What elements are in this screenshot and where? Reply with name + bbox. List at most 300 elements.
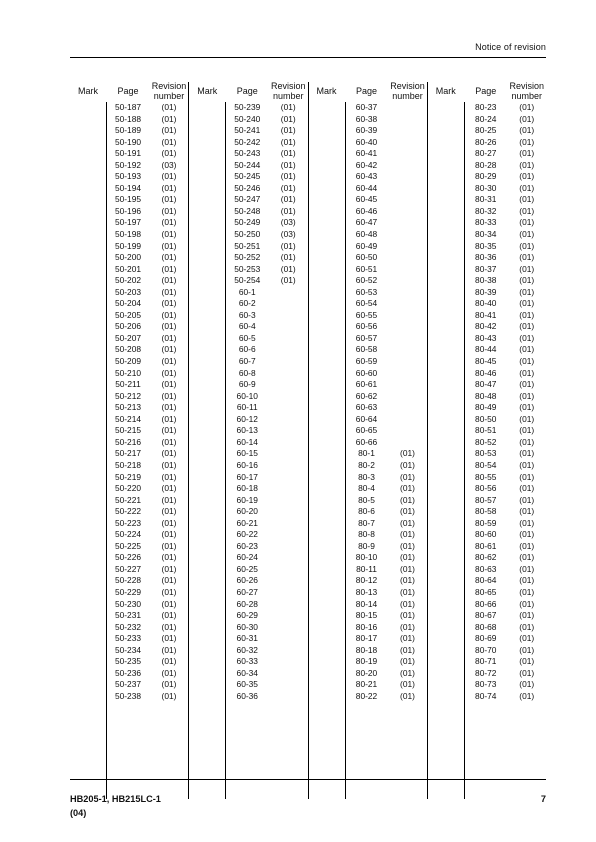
- table-row: [428, 668, 546, 680]
- table-row: [189, 529, 307, 541]
- page-cell: 60-41: [355, 148, 378, 159]
- revision-cell: (01): [161, 471, 177, 482]
- page-cell: 60-7: [238, 356, 256, 367]
- page-cell: 50-247: [234, 194, 261, 205]
- revision-cell: (01): [161, 344, 177, 355]
- table-row: [309, 506, 427, 518]
- revision-cell: (01): [400, 471, 415, 482]
- page-cell: 50-194: [114, 182, 142, 193]
- page-cell: 80-57: [475, 494, 497, 505]
- revision-cell: (01): [400, 517, 415, 528]
- table-row: [428, 529, 546, 541]
- table-row: [309, 194, 427, 206]
- revision-cell: (01): [161, 240, 177, 251]
- revision-cell: (01): [519, 529, 535, 540]
- table-row: [189, 656, 307, 668]
- page-cell: 60-65: [355, 425, 378, 436]
- table-row: [189, 310, 307, 322]
- table-row: [309, 344, 427, 356]
- table-row: [70, 264, 188, 276]
- table-row: [309, 298, 427, 310]
- table-row: [70, 102, 188, 114]
- page-cell: 50-230: [114, 598, 142, 609]
- revision-cell: (01): [519, 575, 535, 586]
- column-header-mark: Mark: [316, 86, 337, 96]
- revision-cell: (01): [519, 148, 535, 159]
- table-row: [70, 114, 188, 126]
- table-row: [309, 610, 427, 622]
- page-cell: 50-220: [114, 483, 142, 494]
- table-row: [70, 529, 188, 541]
- page-cell: 50-254: [234, 275, 261, 286]
- page-cell: 60-13: [236, 425, 258, 436]
- column-header-page: Page: [475, 86, 497, 96]
- page-cell: 50-214: [114, 413, 142, 424]
- revision-cell: (01): [519, 298, 535, 309]
- table-row: [309, 656, 427, 668]
- page-cell: 60-18: [236, 483, 258, 494]
- page-cell: 50-205: [114, 309, 142, 320]
- table-row: [428, 610, 546, 622]
- table-row: [189, 552, 307, 564]
- page-cell: 50-201: [114, 263, 142, 274]
- page-cell: 50-189: [114, 125, 142, 136]
- table-row: [70, 148, 188, 160]
- revision-cell: (01): [161, 113, 177, 124]
- page-cell: 60-26: [236, 575, 258, 586]
- page-cell: 50-210: [114, 367, 142, 378]
- table-row: [309, 321, 427, 333]
- page-cell: 80-22: [355, 690, 378, 701]
- table-row: [70, 679, 188, 691]
- table-row: [428, 691, 546, 703]
- revision-cell: (01): [280, 194, 296, 205]
- table-row: [70, 437, 188, 449]
- table-row: [428, 425, 546, 437]
- page-cell: 50-235: [114, 656, 142, 667]
- revision-cell: (01): [519, 459, 535, 470]
- table-row: [309, 645, 427, 657]
- revision-cell: (01): [161, 436, 177, 447]
- page-cell: 60-30: [236, 621, 258, 632]
- page-cell: 60-61: [355, 379, 378, 390]
- page-cell: 80-10: [355, 552, 378, 563]
- table-row: [428, 587, 546, 599]
- page-cell: 50-207: [114, 332, 142, 343]
- page-cell: 60-36: [236, 690, 258, 701]
- table-row: [189, 633, 307, 645]
- table-row: [309, 333, 427, 345]
- revision-cell: (01): [161, 263, 177, 274]
- page-cell: 60-55: [355, 309, 378, 320]
- table-row: [428, 391, 546, 403]
- revision-cell: (01): [519, 263, 535, 274]
- page-cell: 60-29: [236, 610, 258, 621]
- page-cell: 60-28: [236, 598, 258, 609]
- table-row: [428, 645, 546, 657]
- revision-cell: (01): [519, 690, 535, 701]
- page-cell: 60-52: [355, 275, 378, 286]
- page-cell: 80-66: [475, 598, 497, 609]
- page-cell: 60-33: [236, 656, 258, 667]
- page-cell: 50-241: [234, 125, 261, 136]
- revision-cell: (01): [280, 148, 296, 159]
- table-row: [70, 368, 188, 380]
- table-row: [189, 391, 307, 403]
- revision-cell: (01): [161, 125, 177, 136]
- table-row: [189, 414, 307, 426]
- revision-cell: (01): [280, 159, 296, 170]
- page-cell: 50-227: [114, 563, 142, 574]
- revision-cell: (01): [519, 483, 535, 494]
- revision-cell: (01): [519, 367, 535, 378]
- table-row: [309, 541, 427, 553]
- page-cell: 80-56: [475, 483, 497, 494]
- page-cell: 80-32: [475, 205, 497, 216]
- table-row: [189, 287, 307, 299]
- revision-cell: (01): [400, 552, 415, 563]
- page-cell: 60-21: [236, 517, 258, 528]
- revision-cell: (01): [519, 506, 535, 517]
- table-row: [309, 691, 427, 703]
- table-row: [309, 310, 427, 322]
- table-row: [309, 125, 427, 137]
- page-cell: 60-38: [355, 113, 378, 124]
- page-cell: 80-45: [475, 356, 497, 367]
- table-row: [428, 506, 546, 518]
- page-cell: 80-72: [475, 667, 497, 678]
- table-row: [428, 402, 546, 414]
- revision-cell: (01): [161, 552, 177, 563]
- revision-cell: (01): [161, 217, 177, 228]
- table-row: [189, 402, 307, 414]
- revision-cell: (03): [161, 159, 177, 170]
- table-row: [309, 356, 427, 368]
- table-row: [70, 333, 188, 345]
- page-cell: 80-60: [475, 529, 497, 540]
- revision-cell: (01): [161, 690, 177, 701]
- page-cell: 50-253: [234, 263, 261, 274]
- table-row: [70, 206, 188, 218]
- table-row: [428, 518, 546, 530]
- page-cell: 80-71: [475, 656, 497, 667]
- revision-cell: (01): [519, 425, 535, 436]
- page-cell: 80-29: [475, 171, 497, 182]
- table-row: [70, 472, 188, 484]
- table-row: [189, 541, 307, 553]
- page-cell: 60-35: [236, 679, 258, 690]
- table-row: [428, 552, 546, 564]
- page-cell: 50-219: [114, 471, 142, 482]
- page-cell: 80-5: [358, 494, 375, 505]
- page-cell: 80-43: [475, 332, 497, 343]
- revision-cell: (01): [280, 102, 296, 112]
- table-row: [428, 333, 546, 345]
- table-row: [309, 229, 427, 241]
- table-row: [70, 402, 188, 414]
- revision-cell: (01): [400, 621, 415, 632]
- table-row: [309, 622, 427, 634]
- column-header-page: Page: [355, 86, 378, 96]
- page-cell: 60-14: [236, 436, 258, 447]
- page-cell: 80-47: [475, 379, 497, 390]
- page-cell: 50-245: [234, 171, 261, 182]
- revision-cell: (01): [161, 309, 177, 320]
- page-cell: 80-53: [475, 448, 497, 459]
- revision-cell: (01): [161, 644, 177, 655]
- page-cell: 50-196: [114, 205, 142, 216]
- table-row: [70, 229, 188, 241]
- table-row: [428, 495, 546, 507]
- column-header-revision: Revision number: [270, 81, 306, 101]
- table-row: [70, 460, 188, 472]
- column-header-row: [309, 82, 427, 102]
- page-cell: 80-50: [475, 413, 497, 424]
- table-row: [309, 102, 427, 114]
- revision-cell: (01): [280, 263, 296, 274]
- table-row: [70, 137, 188, 149]
- revision-cell: (01): [519, 390, 535, 401]
- column-header-revision: Revision number: [509, 81, 544, 101]
- revision-cell: (01): [161, 298, 177, 309]
- revision-cell: (01): [400, 494, 415, 505]
- page-cell: 50-238: [114, 690, 142, 701]
- page-cell: 80-48: [475, 390, 497, 401]
- revision-cell: (01): [161, 275, 177, 286]
- page-cell: 50-225: [114, 540, 142, 551]
- table-row: [70, 252, 188, 264]
- table-row: [309, 460, 427, 472]
- page-cell: 60-11: [236, 402, 258, 413]
- revision-cell: (01): [519, 229, 535, 240]
- revision-cell: (01): [519, 610, 535, 621]
- revision-cell: (01): [161, 529, 177, 540]
- table-row: [428, 171, 546, 183]
- revision-cell: (01): [519, 252, 535, 263]
- table-row: [70, 310, 188, 322]
- table-row: [309, 217, 427, 229]
- revision-cell: (01): [519, 436, 535, 447]
- table-row: [428, 217, 546, 229]
- table-row: [428, 368, 546, 380]
- page-cell: 50-244: [234, 159, 261, 170]
- revision-cell: (01): [161, 563, 177, 574]
- table-row: [428, 679, 546, 691]
- revision-cell: (01): [519, 356, 535, 367]
- table-row: [309, 599, 427, 611]
- table-row: [189, 125, 307, 137]
- revision-cell: (01): [400, 483, 415, 494]
- page-cell: 50-236: [114, 667, 142, 678]
- table-row: [309, 483, 427, 495]
- table-row: [189, 645, 307, 657]
- table-row: [309, 241, 427, 253]
- page-cell: 50-250: [234, 229, 261, 240]
- table-row: [428, 183, 546, 195]
- table-row: [189, 679, 307, 691]
- revision-cell: (01): [280, 275, 296, 286]
- table-row: [70, 160, 188, 172]
- table-row: [70, 275, 188, 287]
- page-cell: 50-232: [114, 621, 142, 632]
- table-row: [309, 552, 427, 564]
- table-row: [189, 102, 307, 114]
- table-row: [309, 114, 427, 126]
- table-row: [428, 206, 546, 218]
- revision-cell: (01): [161, 367, 177, 378]
- table-row: [309, 679, 427, 691]
- table-row: [189, 137, 307, 149]
- page-cell: 50-237: [114, 679, 142, 690]
- table-row: [309, 495, 427, 507]
- table-row: [428, 483, 546, 495]
- column-header-page: Page: [236, 86, 258, 96]
- table-row: [189, 114, 307, 126]
- page-cell: 50-192: [114, 159, 142, 170]
- table-row: [428, 414, 546, 426]
- page-cell: 80-41: [475, 309, 497, 320]
- table-row: [309, 264, 427, 276]
- table-row: [70, 125, 188, 137]
- table-row: [428, 437, 546, 449]
- revision-cell: (01): [161, 332, 177, 343]
- revision-cell: (01): [280, 136, 296, 147]
- table-row: [189, 206, 307, 218]
- page-cell: 60-2: [238, 298, 256, 309]
- page-cell: 60-57: [355, 332, 378, 343]
- table-row: [309, 448, 427, 460]
- revision-cell: (01): [280, 240, 296, 251]
- revision-cell: (01): [161, 667, 177, 678]
- table-row: [428, 344, 546, 356]
- page-cell: 80-9: [358, 540, 375, 551]
- page-cell: 50-226: [114, 552, 142, 563]
- page-cell: 80-51: [475, 425, 497, 436]
- revision-cell: (01): [519, 275, 535, 286]
- page-cell: 60-12: [236, 413, 258, 424]
- page-cell: 80-1: [358, 448, 375, 459]
- page-cell: 80-6: [358, 506, 375, 517]
- revision-cell: (01): [400, 644, 415, 655]
- page-cell: 50-248: [234, 205, 261, 216]
- page-cell: 60-51: [355, 263, 378, 274]
- column-header-row: [189, 82, 307, 102]
- page-cell: 50-195: [114, 194, 142, 205]
- footer-model-name: HB205-1, HB215LC-1: [70, 794, 161, 804]
- revision-cell: (01): [280, 125, 296, 136]
- page-cell: 50-223: [114, 517, 142, 528]
- revision-cell: (01): [400, 459, 415, 470]
- page-cell: 80-40: [475, 298, 497, 309]
- table-row: [428, 287, 546, 299]
- page-cell: 60-66: [355, 436, 378, 447]
- table-row: [189, 160, 307, 172]
- revision-cell: (01): [519, 332, 535, 343]
- table-row: [309, 287, 427, 299]
- page-cell: 80-15: [355, 610, 378, 621]
- page-cell: 60-44: [355, 182, 378, 193]
- revision-cell: (01): [400, 690, 415, 701]
- revision-cell: (01): [519, 471, 535, 482]
- revision-cell: (01): [519, 217, 535, 228]
- table-row: [309, 587, 427, 599]
- table-row: [70, 183, 188, 195]
- column-header-mark: Mark: [197, 86, 218, 96]
- revision-cell: (01): [519, 240, 535, 251]
- page-cell: 80-30: [475, 182, 497, 193]
- revision-cell: (01): [400, 563, 415, 574]
- revision-cell: (01): [400, 529, 415, 540]
- revision-cell: (01): [519, 286, 535, 297]
- page-cell: 80-12: [355, 575, 378, 586]
- revision-cell: (01): [519, 309, 535, 320]
- revision-cell: (01): [161, 586, 177, 597]
- revision-cell: (01): [519, 679, 535, 690]
- revision-cell: (01): [161, 390, 177, 401]
- page-cell: 60-48: [355, 229, 378, 240]
- revision-cell: (01): [400, 506, 415, 517]
- page-cell: 50-215: [114, 425, 142, 436]
- table-row: [189, 575, 307, 587]
- page-cell: 80-73: [475, 679, 497, 690]
- table-row: [189, 379, 307, 391]
- page-cell: 50-252: [234, 252, 261, 263]
- page-cell: 50-199: [114, 240, 142, 251]
- revision-cell: (01): [161, 517, 177, 528]
- page-cell: 80-61: [475, 540, 497, 551]
- page-cell: 80-28: [475, 159, 497, 170]
- revision-cell: (01): [519, 205, 535, 216]
- table-row: [70, 448, 188, 460]
- page-cell: 50-206: [114, 321, 142, 332]
- column-header-mark: Mark: [435, 86, 456, 96]
- revision-cell: (01): [161, 321, 177, 332]
- page-cell: 50-216: [114, 436, 142, 447]
- table-row: [70, 656, 188, 668]
- revision-column-group: [428, 82, 546, 799]
- page-cell: 80-46: [475, 367, 497, 378]
- revision-cell: (01): [519, 194, 535, 205]
- revision-cell: (01): [519, 552, 535, 563]
- table-row: [189, 495, 307, 507]
- page-cell: 50-218: [114, 459, 142, 470]
- table-row: [189, 275, 307, 287]
- table-row: [70, 564, 188, 576]
- revision-cell: (01): [161, 286, 177, 297]
- table-row: [309, 425, 427, 437]
- table-row: [189, 483, 307, 495]
- table-row: [428, 321, 546, 333]
- page-cell: 80-18: [355, 644, 378, 655]
- table-row: [70, 610, 188, 622]
- table-row: [309, 148, 427, 160]
- revision-cell: (01): [519, 136, 535, 147]
- column-header-page: Page: [117, 86, 139, 96]
- revision-cell: (01): [519, 667, 535, 678]
- page-cell: 60-5: [238, 332, 256, 343]
- page-cell: 50-251: [234, 240, 261, 251]
- page-cell: 60-1: [238, 286, 256, 297]
- page-cell: 60-47: [355, 217, 378, 228]
- revision-cell: (01): [519, 644, 535, 655]
- column-header-revision: Revision number: [390, 81, 425, 101]
- page-cell: 60-15: [236, 448, 258, 459]
- table-row: [189, 425, 307, 437]
- revision-cell: (01): [519, 171, 535, 182]
- column-header-mark: Mark: [78, 86, 98, 96]
- page-cell: 60-4: [238, 321, 256, 332]
- revision-cell: (01): [280, 171, 296, 182]
